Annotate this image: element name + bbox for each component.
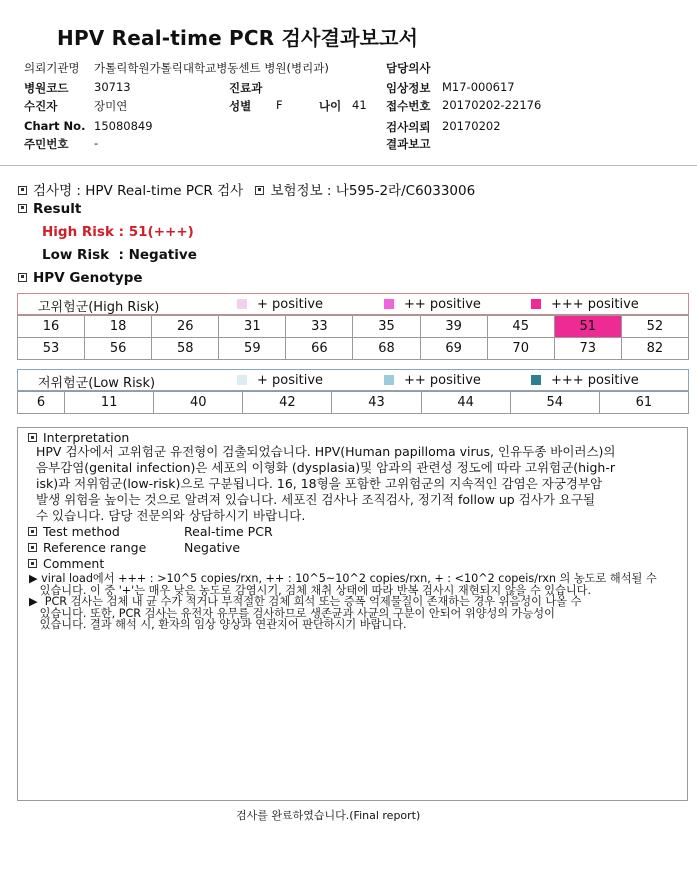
genotype-cell: 26 (152, 316, 219, 338)
legend-swatch-icon (384, 299, 394, 309)
comment-line: 있습니다. 또한, PCR 검사는 유전자 유무를 검사하므로 생존균과 사균의 구분이 안되어 위양성의 가능성이 (29, 606, 555, 620)
genotype-cell: 40 (154, 392, 243, 414)
legend-swatch-icon (237, 375, 247, 385)
reference-range-label: Reference range (43, 540, 147, 555)
genotype-cell: 66 (286, 338, 353, 360)
comment-line: 있습니다. 이 중 '+'는 매우 낮은 농도로 감염시기, 검체 채취 상태에 따라 반복 검사시 재현되지 않을 수 있습니다. (29, 583, 592, 597)
reference-range-value: Negative (184, 540, 241, 555)
legend-plus-plus: ++ positive (384, 373, 481, 388)
genotype-cell: 68 (353, 338, 420, 360)
interpretation-line: 음부감염(genital infection)은 세포의 이형화 (dysplasia)및 암과의 관련성 정도에 따라 고위험군(high-r (36, 460, 615, 475)
chart-no-label: Chart No. (24, 119, 86, 133)
table-row (18, 316, 689, 338)
genotype-cell: 82 (621, 338, 688, 360)
genotype-cell: 73 (554, 338, 621, 360)
receipt-no-value: 20170202-22176 (442, 98, 542, 112)
table-row (18, 338, 689, 360)
high-risk-label: 고위험군(High Risk) (38, 300, 160, 315)
final-report-footer: 검사를 완료하였습니다.(Final report) (236, 809, 421, 822)
bullet-square-icon (18, 186, 27, 195)
insurance-label: 보험정보 : (270, 183, 332, 199)
test-name-label: 검사명 : (33, 183, 81, 199)
bullet-square-icon (18, 204, 27, 213)
requesting-institution-value: 가톨릭학원가톨릭대학교병동센트 병원(병리과) (94, 61, 329, 75)
genotype-heading: HPV Genotype (18, 270, 143, 286)
patient-value: 장미연 (94, 99, 128, 113)
legend-swatch-icon (531, 299, 541, 309)
interpretation-line: 수 있습니다. 담당 전문의와 상담하시기 바랍니다. (36, 508, 306, 523)
legend-plus: + positive (237, 373, 323, 388)
legend-swatch-icon (237, 299, 247, 309)
chart-no-value: 15080849 (94, 119, 153, 133)
clinical-info-value: M17-000617 (442, 80, 515, 94)
high-risk-result: High Risk : 51(+++) (42, 224, 194, 240)
genotype-cell: 43 (332, 392, 421, 414)
hospital-code-label: 병원코드 (24, 81, 69, 95)
comment-line: ▶ viral load에서 +++ : >10^5 copies/rxn, ++ : 10^5~10^2 copies/rxn, + : <10^2 copeis/rxn 의 농도로 해석될 수 (29, 572, 657, 585)
bullet-square-icon (18, 273, 27, 282)
patient-label: 수진자 (24, 99, 58, 113)
bullet-square-icon (28, 543, 37, 552)
comment-text (29, 573, 684, 631)
age-label: 나이 (319, 99, 342, 113)
high-risk-genotype-table (17, 315, 689, 360)
header-divider (0, 165, 697, 166)
genotype-cell: 11 (65, 392, 154, 414)
sex-label: 성별 (229, 99, 252, 113)
high-risk-legend (17, 293, 689, 315)
table-row (18, 392, 689, 414)
test-name-value: HPV Real-time PCR 검사 (85, 183, 244, 199)
test-info-line (18, 179, 475, 199)
genotype-cell: 69 (420, 338, 487, 360)
attending-label: 담당의사 (386, 61, 431, 75)
result-reported-label: 결과보고 (386, 137, 431, 151)
genotype-cell: 58 (152, 338, 219, 360)
genotype-cell: 56 (85, 338, 152, 360)
interpretation-line: isk)과 저위험군(low-risk)으로 구분됩니다. 16, 18형을 포함한 고위험군의 지속적인 감염은 자궁경부암 (36, 476, 603, 491)
low-risk-legend (17, 369, 689, 391)
receipt-no-label: 접수번호 (386, 99, 431, 113)
resident-no-label: 주민번호 (24, 137, 69, 151)
genotype-cell-positive: 51 (554, 316, 621, 338)
interpretation-text (36, 444, 681, 524)
low-risk-label: 저위험군(Low Risk) (38, 376, 156, 391)
legend-swatch-icon (531, 375, 541, 385)
genotype-cell: 54 (510, 392, 599, 414)
genotype-cell: 45 (487, 316, 554, 338)
legend-plus-plus-plus: +++ positive (531, 297, 639, 312)
genotype-cell: 59 (219, 338, 286, 360)
reference-range-row (28, 540, 146, 555)
insurance-value: 나595-2라/C6033006 (335, 183, 476, 199)
interpretation-line: 발생 위험을 높이는 것으로 알려져 있습니다. 세포진 검사나 조직검사, 정기적 follow up 검사가 요구될 (36, 492, 596, 507)
bullet-square-icon (255, 186, 264, 195)
comment-heading: Comment (28, 556, 104, 571)
bullet-square-icon (28, 527, 37, 536)
genotype-cell: 39 (420, 316, 487, 338)
legend-plus-plus: ++ positive (384, 297, 481, 312)
genotype-cell: 70 (487, 338, 554, 360)
bullet-square-icon (28, 559, 37, 568)
genotype-cell: 6 (18, 392, 65, 414)
resident-no-value: - (94, 136, 99, 150)
comment-line: ▶ PCR 검사는 검체 내 균 수가 적거나 부적절한 검체 희석 또는 증폭 억제물질이 존재하는 경우 위음성이 나올 수 (29, 595, 582, 608)
genotype-cell: 31 (219, 316, 286, 338)
test-method-label: Test method (43, 524, 120, 539)
low-risk-genotype-table (17, 391, 689, 414)
test-method-value: Real-time PCR (184, 524, 273, 539)
sex-value: F (276, 98, 283, 112)
legend-plus: + positive (237, 297, 323, 312)
requesting-institution-label: 의뢰기관명 (24, 61, 80, 75)
result-heading: Result (18, 201, 81, 217)
legend-plus-plus-plus: +++ positive (531, 373, 639, 388)
genotype-cell: 18 (85, 316, 152, 338)
age-value: 41 (352, 98, 367, 112)
test-requested-label: 검사의뢰 (386, 120, 431, 134)
clinical-info-label: 임상정보 (386, 81, 431, 95)
department-label: 진료과 (229, 81, 263, 95)
genotype-cell: 53 (18, 338, 85, 360)
genotype-cell: 35 (353, 316, 420, 338)
low-risk-result: Low Risk : Negative (42, 247, 197, 263)
genotype-cell: 61 (599, 392, 688, 414)
hospital-code-value: 30713 (94, 80, 131, 94)
legend-swatch-icon (384, 375, 394, 385)
comment-line: 있습니다. 결과 해석 시, 환자의 임상 양상과 연관지어 판단하시기 바랍니다. (29, 618, 407, 631)
bullet-square-icon (28, 433, 37, 442)
test-method-row (28, 524, 120, 539)
genotype-cell: 42 (243, 392, 332, 414)
genotype-cell: 33 (286, 316, 353, 338)
interpretation-line: HPV 검사에서 고위험군 유전형이 검출되었습니다. HPV(Human papilloma virus, 인유두종 바이러스)의 (36, 444, 616, 459)
test-requested-value: 20170202 (442, 119, 501, 133)
report-title: HPV Real-time PCR 검사결과보고서 (57, 26, 419, 50)
genotype-cell: 16 (18, 316, 85, 338)
interpretation-heading: Interpretation (28, 430, 129, 445)
genotype-cell: 44 (421, 392, 510, 414)
genotype-cell: 52 (621, 316, 688, 338)
